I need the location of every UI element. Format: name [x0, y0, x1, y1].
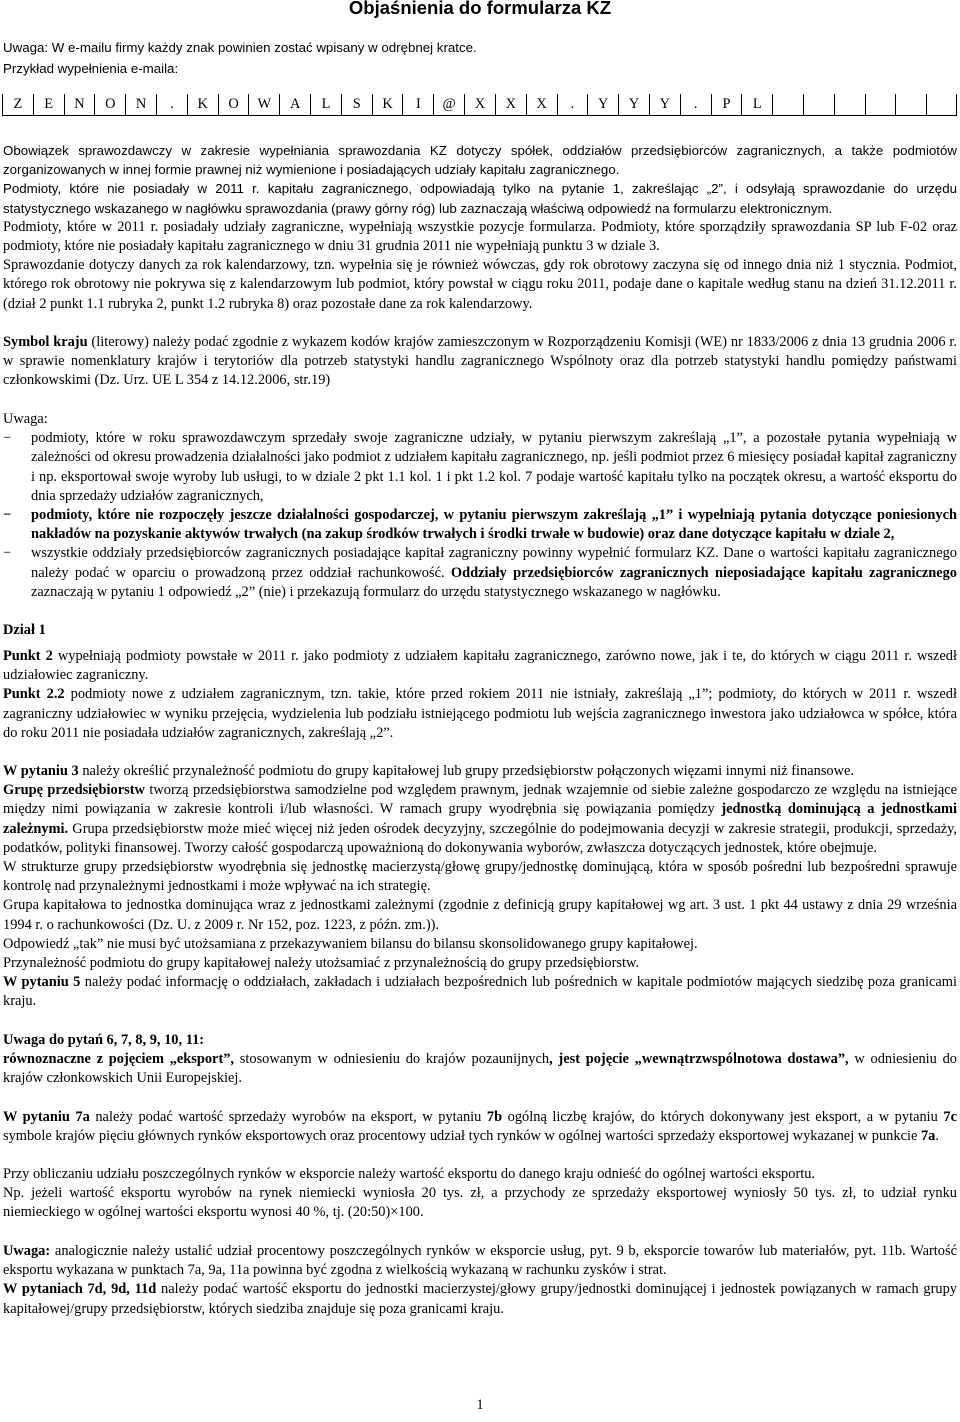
question-3-section: [3, 762, 957, 1012]
email-cell: L: [741, 94, 772, 115]
country-symbol-text: (literowy) należy podać zgodnie z wykazem kodów krajów zamieszczonym w Rozporządzeniu Komisji (WE) nr 1833/2006 z dnia 13 grudnia 2006 r. w sprawie nomenklatury krajów i terytoriów dla potrzeb statystyki handlu zagranicznego Wspólnoty oraz dla potrzeb statystyki handlu pomiędzy państwami członkowskimi (Dz. Urz. UE L 354 z 14.12.2006, str.19): [3, 334, 957, 389]
q7-paragraph: [3, 1108, 957, 1146]
email-cell: [803, 94, 834, 115]
share-paragraph-1: Przy obliczaniu udziału poszczególnych rynków w eksporcie należy wartość eksportu do danego kraju odnieść do ogólnej wartości eksportu.: [3, 1166, 816, 1182]
list-item-text: podmioty, które nie rozpoczęły jeszcze działalności gospodarczej, w pytaniu pierwszym zakreślają „1” i wypełniają pytania dotyczące poniesionych nakładów na pozyskanie aktywów trwałych (na zakup środków trwałych i środki trwałe w budowie) oraz dane dotyczące kapitału w dziale 2,: [31, 507, 957, 543]
email-cell: O: [94, 94, 125, 115]
country-symbol-section: [3, 333, 957, 391]
with-capital-paragraph: Podmioty, które w 2011 r. posiadały udziały zagraniczne, wypełniają wszystkie pozycje formularza. Podmioty, które sporządziły sprawozdania SP lub F-02 oraz podmioty, które nie posiadały kapitału zagranicznego w dniu 31 grudnia 2011 nie wypełniają punktu 3 w dziale 3.: [3, 218, 957, 255]
email-cell: @: [433, 94, 464, 115]
q7-text: należy podać wartość sprzedaży wyrobów na eksport, w pytaniu: [89, 1109, 487, 1125]
q3-term: W pytaniu 3: [3, 763, 79, 779]
email-cell: S: [341, 94, 372, 115]
country-symbol-term: Symbol kraju: [3, 334, 88, 350]
email-cell: N: [64, 94, 95, 115]
email-cell: X: [526, 94, 557, 115]
intra-community-term: , jest pojęcie „wewnątrzwspólnotowa dostawa”,: [549, 1051, 849, 1068]
punkt2-text: wypełniają podmioty powstałe w 2011 r. jako podmioty z udziałem kapitału zagranicznego, zarówno nowe, jak i te, do których w ciągu 2011 r. wszedł udziałowiec zagraniczny.: [3, 648, 958, 684]
email-cell: K: [187, 94, 218, 115]
email-cell: X: [464, 94, 495, 115]
punkt22-term: Punkt 2.2: [3, 686, 65, 703]
email-cell: E: [33, 94, 64, 115]
q7-text-4: .: [935, 1128, 939, 1145]
email-cell: [895, 94, 926, 115]
intro-example-label: Przykład wypełnienia e-maila:: [3, 61, 179, 76]
page-number: 1: [476, 1397, 484, 1413]
punkt22-paragraph: [3, 685, 957, 743]
punkt2-paragraph: [3, 647, 957, 685]
email-cell: P: [711, 94, 742, 115]
email-cell: K: [372, 94, 403, 115]
q3-answer-note: Odpowiedź „tak” nie musi być utożsamiana z przekazywaniem bilansu do bilansu skonsolidowanego grupy kapitałowej.: [3, 935, 698, 952]
q7d-paragraph: [3, 1280, 957, 1318]
uwaga-list: [3, 429, 957, 602]
market-share-section: [3, 1165, 957, 1223]
share-example: Np. jeżeli wartość eksportu wyrobów na rynek niemiecki wyniosła 20 tys. zł, a przychody ze sprzedaży eksportowej wyniosły 50 tys. zł, to udział rynku niemieckiego w ogólnej wartości eksportu wynosi 40 %, tj. (20:50)×100.: [3, 1185, 957, 1221]
punkt22-text: podmioty nowe z udziałem zagranicznym, tzn. takie, które przed rokiem 2011 nie istniały, zakreślają „1”; podmioty, do których w 2011 r. wszedł zagraniczny udziałowiec w wyniku przejęcia, wydzielenia lub podziału istniejącego podmiotu lub wejścia zagranicznego inwestora jako udziałowca w spółce, która do roku 2011 nie posiadała udziałów zagranicznych, zakreślają „2”.: [3, 686, 957, 741]
obligation-section: [3, 141, 957, 314]
list-item: [3, 429, 957, 506]
q7-text-2: ogólną liczbę krajów, do których dokonywany jest eksport, a w pytaniu: [502, 1109, 944, 1125]
list-item-bold-text: Oddziały przedsiębiorców zagranicznych nieposiadające kapitału zagranicznego: [450, 564, 958, 581]
q3-structure: W strukturze grupy przedsiębiorstw wyodrębnia się jednostkę macierzystą/głowę grupy/jednostkę dominującą, która w sposób pośredni lub bezpośredni sprawuje kontrolę nad przynależnymi jednostkami i może wpływać na ich strategię.: [3, 859, 957, 895]
group-text: tworzą przedsiębiorstwa samodzielne pod względem prawnym, jednak wzajemnie od siebie zależne gospodarczo ze względu na istniejące między nimi powiązania w zakresie kontroli i/lub własności. W ramach grupy wyodrębnia się powiązania pomiędzy: [3, 782, 957, 818]
uwaga-term: Uwaga:: [3, 1243, 51, 1259]
export-text-2: w odniesieniu do krajów członkowskich Unii Europejskiej.: [3, 1051, 957, 1087]
email-cell: A: [279, 94, 310, 115]
email-cell: [865, 94, 896, 115]
email-cell: .: [557, 94, 588, 115]
q3-capital-group: Grupa kapitałowa to jednostka dominująca wraz z jednostkami zależnymi (zgodnie z definicją grupy kapitałowej wg art. 3 ust. 1 pkt 44 ustawy z dnia 29 września 1994 r. o rachunkowości (Dz. U. z 2009 r. Nr 152, poz. 1223, z późn. zm.)).: [3, 897, 957, 933]
q7-text-3: symbole krajów pięciu głównych rynków eksportowych oraz procentowy udział tych rynków w ogólnej wartości sprzedaży eksportowej wykazanej w punkcie: [3, 1128, 921, 1145]
dash-bullet: −: [3, 507, 12, 524]
punkt2-term: Punkt 2: [3, 648, 53, 664]
q3-membership-note: Przynależność podmiotu do grupy kapitałowej należy utożsamiać z przynależnością do grupy przedsiębiorstw.: [3, 955, 640, 972]
email-cell: .: [680, 94, 711, 115]
q7d-text: należy podać wartość eksportu do jednostki macierzystej/głowy grupy/jednostki dominującej i jednostek powiązanych w ramach grupy kapitałowej/grupy przedsiębiorstw, których siedziba znajduje się poza granicami kraju.: [3, 1281, 957, 1317]
export-text: stosowanym w odniesieniu do krajów pozaunijnych: [234, 1051, 550, 1068]
list-item: [3, 544, 957, 602]
email-cell: [772, 94, 803, 115]
no-capital-paragraph: Podmioty, które nie posiadały w 2011 r. kapitału zagranicznego, odpowiadają tylko na pytanie 1, zakreślając „2”, i odsyłają sprawozdanie do urzędu statystycznego wskazanego w nagłówku sprawozdania (prawy górny róg) lub zaznaczają właściwą odpowiedź na formularzu elektronicznym.: [3, 181, 957, 216]
email-cell: Y: [649, 94, 680, 115]
list-item-text: podmioty, które w roku sprawozdawczym sprzedały swoje zagraniczne udziały, w pytaniu pierwszym zakreślają „1”, a pozostałe pytania wypełniają w zależności od okresu prowadzenia działalności jako podmiot z udziałem kapitału zagranicznego, np. jeśli podmiot przez 6 miesięcy posiadał kapitał zagraniczny i np. eksportował swoje wyroby lub usługi, to w dziale 2 pkt 1.1 kol. 1 i pkt 1.2 kol. 7 podaje wartość kapitału tylko na początek okresu, a wartość eksportu do dnia sprzedaży udziałów zagranicznych,: [31, 430, 957, 504]
email-cell: I: [402, 94, 433, 115]
uwaga-services-text: analogicznie należy ustalić udział procentowy poszczególnych rynków w eksporcie usług, pyt. 9 b, eksporcie towarów lub materiałów, pyt. 11b. Wartość eksportu wykazana w punktach 7a, 9a, 11a powinna być zgodna z wielkością wykazaną w rachunku zysków i strat.: [3, 1243, 957, 1279]
email-cell: L: [310, 94, 341, 115]
email-cell: .: [156, 94, 187, 115]
q7a-term: W pytaniu 7a: [3, 1109, 90, 1125]
list-item-text: wszystkie oddziały przedsiębiorców zagranicznych posiadające kapitał zagraniczny powinny wypełnić formularz KZ. Dane o wartości kapitału zagranicznego należy podać w oparciu o prowadzoną przez oddział rachunkowość.: [31, 545, 957, 581]
question-7-section: [3, 1108, 957, 1146]
email-example-grid: [2, 94, 957, 116]
uwaga-services-paragraph: [3, 1242, 957, 1280]
page-title: Objaśnienia do formularza KZ: [348, 0, 612, 18]
email-cell: W: [248, 94, 279, 115]
group-term: Grupę przedsiębiorstw: [3, 782, 145, 799]
email-cell: X: [495, 94, 526, 115]
dominant-term: jednostką dominującą a jednostkami zależnymi.: [3, 801, 958, 837]
q5-paragraph: [3, 973, 957, 1011]
uwaga-export-text: [3, 1050, 957, 1088]
q3-group-definition: [3, 781, 957, 858]
q7b-term: 7b: [486, 1109, 503, 1125]
list-item-text: zaznaczają w pytaniu 1 odpowiedź „2” (nie) i przekazują formularz do urzędu statystycznego wskazanego w nagłówku.: [31, 583, 721, 600]
export-term: równoznaczne z pojęciem „eksport”,: [3, 1051, 235, 1068]
group-text-2: Grupa przedsiębiorstw może mieć więcej niż jeden ośrodek decyzyjny, szczególnie do podejmowania decyzji w zakresie strategii, produkcji, sprzedaży, podatków, polityki finansowej. Tworzy całość gospodarczą upoważnioną do dokonywania wyborów, zwłaszcza dotyczących jednostek, które obejmuje.: [3, 820, 957, 856]
q7d-term: W pytaniach 7d, 9d, 11d: [3, 1281, 157, 1298]
q7c-term: 7c: [943, 1109, 957, 1125]
q5-text: należy podać informację o oddziałach, zakładach i udziałach bezpośrednich lub pośrednich w kapitale podmiotów mających siedzibę poza granicami kraju.: [3, 974, 957, 1010]
q5-term: W pytaniu 5: [3, 974, 81, 991]
uwaga-export-heading: Uwaga do pytań 6, 7, 8, 9, 10, 11:: [3, 1032, 205, 1048]
uwaga-section: [3, 410, 957, 602]
dzial1-heading: Dział 1: [3, 622, 46, 638]
email-cell: Y: [587, 94, 618, 115]
email-cell: [926, 94, 957, 115]
obligation-paragraph: Obowiązek sprawozdawczy w zakresie wypełniania sprawozdania KZ dotyczy spółek, oddziałów przedsiębiorców zagranicznych, a także podmiotów zorganizowanych w innej formie prawnej niż wymienione i posiadających udziały kapitału zagranicznego.: [3, 143, 957, 178]
email-cell: Z: [2, 94, 33, 115]
q3-intro: [3, 762, 957, 781]
email-cell: [834, 94, 865, 115]
uwaga-services-section: [3, 1242, 957, 1319]
email-cell: O: [218, 94, 249, 115]
calendar-year-paragraph: Sprawozdanie dotyczy danych za rok kalendarzowy, tzn. wypełnia się je również wówczas, gdy rok obrotowy zaczyna się od innego dnia niż 1 stycznia. Podmiot, którego rok obrotowy nie pokrywa się z kalendarzowym lub podmiot, który powstał w ciągu roku 2011, podaje dane o kapitale według stanu na dzień 31.12.2011 r. (dział 2 punkt 1.1 rubryka 2, punkt 1.2 rubryka 8) oraz pozostałe dane za rok kalendarzowy.: [3, 257, 957, 312]
intro-block: [3, 37, 957, 79]
uwaga-heading: Uwaga:: [3, 411, 48, 427]
email-cell: Y: [618, 94, 649, 115]
q7a-ref: 7a: [920, 1128, 936, 1145]
dzial-1-points: [3, 647, 957, 743]
list-item: [3, 506, 957, 544]
email-cell: N: [125, 94, 156, 115]
q3-text: należy określić przynależność podmiotu do grupy kapitałowej lub grupy przedsiębiorstw połączonych więzami innymi niż finansowe.: [78, 763, 854, 779]
dash-bullet: −: [3, 545, 12, 562]
country-symbol-paragraph: [3, 333, 957, 391]
intro-note: Uwaga: W e-mailu firmy każdy znak powinien zostać wpisany w odrębnej kratce.: [3, 40, 477, 55]
uwaga-export-section: [3, 1031, 957, 1089]
dzial-1-section: [3, 621, 957, 640]
dash-bullet: −: [3, 430, 12, 447]
